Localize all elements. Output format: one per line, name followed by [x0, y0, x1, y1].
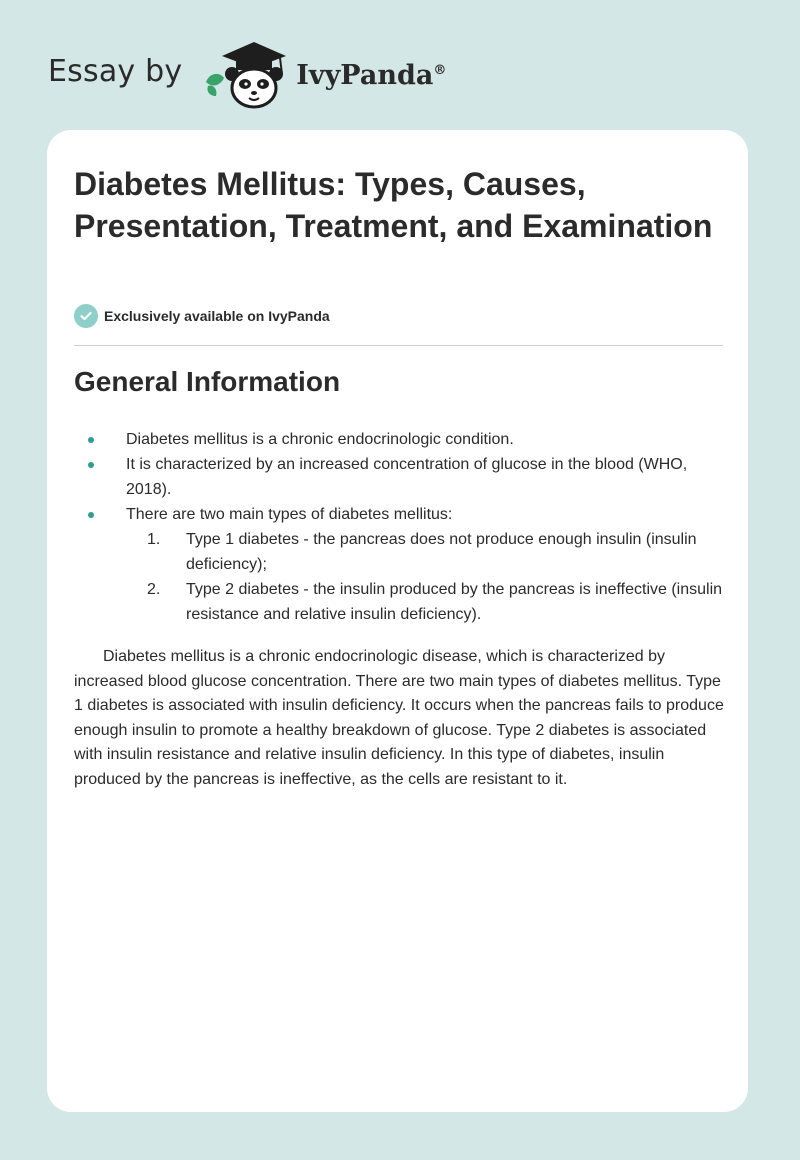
article-card [47, 130, 748, 1112]
brand-name[interactable]: IvyPanda® [296, 59, 447, 91]
list-item-text: It is characterized by an increased concentration of glucose in the blood (WHO, 2018). [126, 456, 688, 498]
sublist-item [126, 527, 724, 577]
panda-graduation-cap-icon[interactable] [200, 38, 292, 110]
bullet-list [84, 427, 724, 627]
list-item [84, 502, 724, 627]
site-header [48, 38, 446, 110]
sublist-item-text: Type 1 diabetes - the pancreas does not produce enough insulin (insulin deficiency); [186, 531, 697, 573]
essay-by-label: Essay by [48, 53, 183, 89]
divider [74, 345, 723, 346]
exclusive-label: Exclusively available on IvyPanda [104, 308, 330, 324]
exclusive-badge [74, 304, 330, 328]
numbered-sublist [126, 527, 724, 627]
registered-mark: ® [433, 62, 447, 78]
sublist-number: 1. [147, 531, 161, 548]
check-circle-icon [74, 304, 98, 328]
article-title: Diabetes Mellitus: Types, Causes, Presentation, Treatment, and Examination [74, 166, 713, 244]
body-paragraph: Diabetes mellitus is a chronic endocrinologic disease, which is characterized by increased blood glucose concentration. There are two main types of diabetes mellitus. Type 1 diabetes is associated with insulin deficiency. It occurs when the pancreas fails to produce enough insulin to promote a healthy breakdown of glucose. Type 2 diabetes is associated with insulin resistance and relative insulin deficiency. In this type of diabetes, insulin produced by the pancreas is ineffective, as the cells are resistant to it. [74, 648, 724, 788]
list-item [84, 427, 724, 452]
sublist-item [126, 577, 724, 627]
list-item [84, 452, 724, 502]
section-heading: General Information [74, 366, 341, 397]
sublist-item-text: Type 2 diabetes - the insulin produced by the pancreas is ineffective (insulin resistance and relative insulin deficiency). [186, 581, 723, 623]
bullet-dot-icon [88, 462, 94, 468]
bullet-dot-icon [88, 437, 94, 443]
list-item-text: Diabetes mellitus is a chronic endocrinologic condition. [126, 431, 514, 448]
sublist-number: 2. [147, 581, 161, 598]
bullet-dot-icon [88, 512, 94, 518]
list-item-text: There are two main types of diabetes mellitus: [126, 506, 453, 523]
